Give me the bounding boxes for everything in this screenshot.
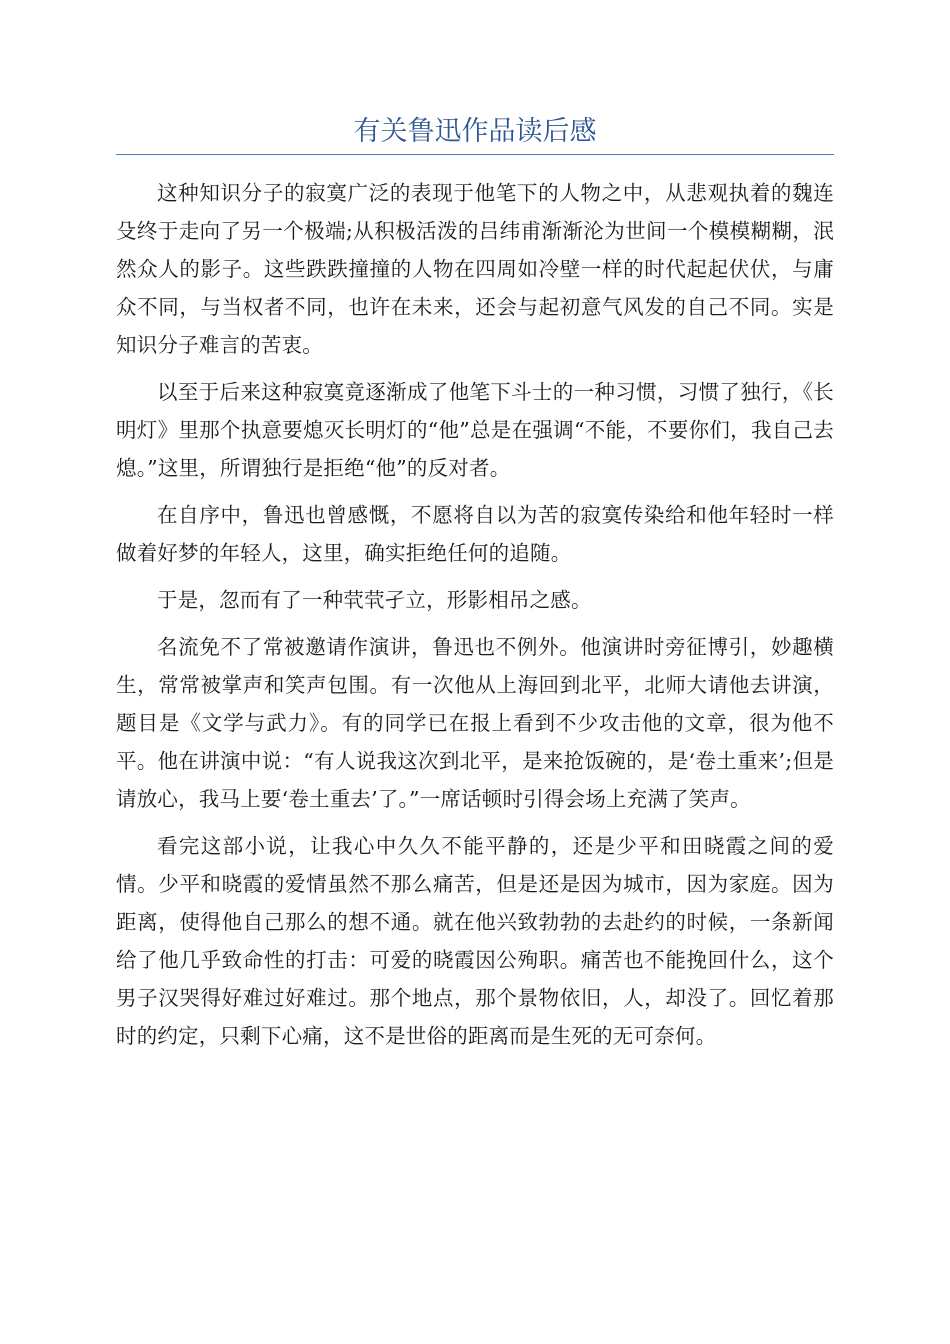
document-body — [116, 174, 834, 1064]
paragraph-4: 于是，忽而有了一种茕茕孑立，形影相吊之感。 — [157, 588, 592, 612]
paragraph-6: 看完这部小说，让我心中久久不能平静的，还是少平和田晓霞之间的爱情。少平和晓霞的爱情虽然不那么痛苦，但是还是因为城市，因为家庭。因为距离，使得他自己那么的想不通。就在他兴致勃勃的去赴约的时候，一条新闻给了他几乎致命性的打击：可爱的晓霞因公殉职。痛苦也不能挽回什么，这个男子汉哭得好难过好难过。那个地点，那个景物依旧，人，却没了。回忆着那时的约定，只剩下心痛，这不是世俗的距离而是生死的无可奈何。 — [116, 834, 834, 1048]
document-title: 有关鲁迅作品读后感 — [353, 116, 597, 147]
paragraph-5: 名流免不了常被邀请作演讲，鲁迅也不例外。他演讲时旁征博引，妙趣横生，常常被掌声和笑声包围。有一次他从上海回到北平，北师大请他去讲演，题目是《文学与武力》。有的同学已在报上看到不少攻击他的文章，很为他不平。他在讲演中说：“有人说我这次到北平，是来抢饭碗的，是‘卷土重来’;但是请放心，我马上要‘卷土重去’了。”一席话顿时引得会场上充满了笑声。 — [116, 635, 834, 811]
title-underline — [116, 154, 834, 155]
paragraph-1: 这种知识分子的寂寞广泛的表现于他笔下的人物之中，从悲观执着的魏连殳终于走向了另一个极端;从积极活泼的吕纬甫渐渐沦为世间一个模模糊糊，泯然众人的影子。这些跌跌撞撞的人物在四周如冷壁一样的时代起起伏伏，与庸众不同，与当权者不同，也许在未来，还会与起初意气风发的自己不同。实是知识分子难言的苦衷。 — [116, 181, 834, 357]
paragraph-2: 以至于后来这种寂寞竟逐渐成了他笔下斗士的一种习惯，习惯了独行，《长明灯》里那个执意要熄灭长明灯的“他”总是在强调“不能，不要你们，我自己去熄。”这里，所谓独行是拒绝“他”的反对者。 — [116, 380, 834, 480]
paragraph-3: 在自序中，鲁迅也曾感慨，不愿将自以为苦的寂寞传染给和他年轻时一样做着好梦的年轻人，这里，确实拒绝任何的追随。 — [116, 503, 834, 565]
